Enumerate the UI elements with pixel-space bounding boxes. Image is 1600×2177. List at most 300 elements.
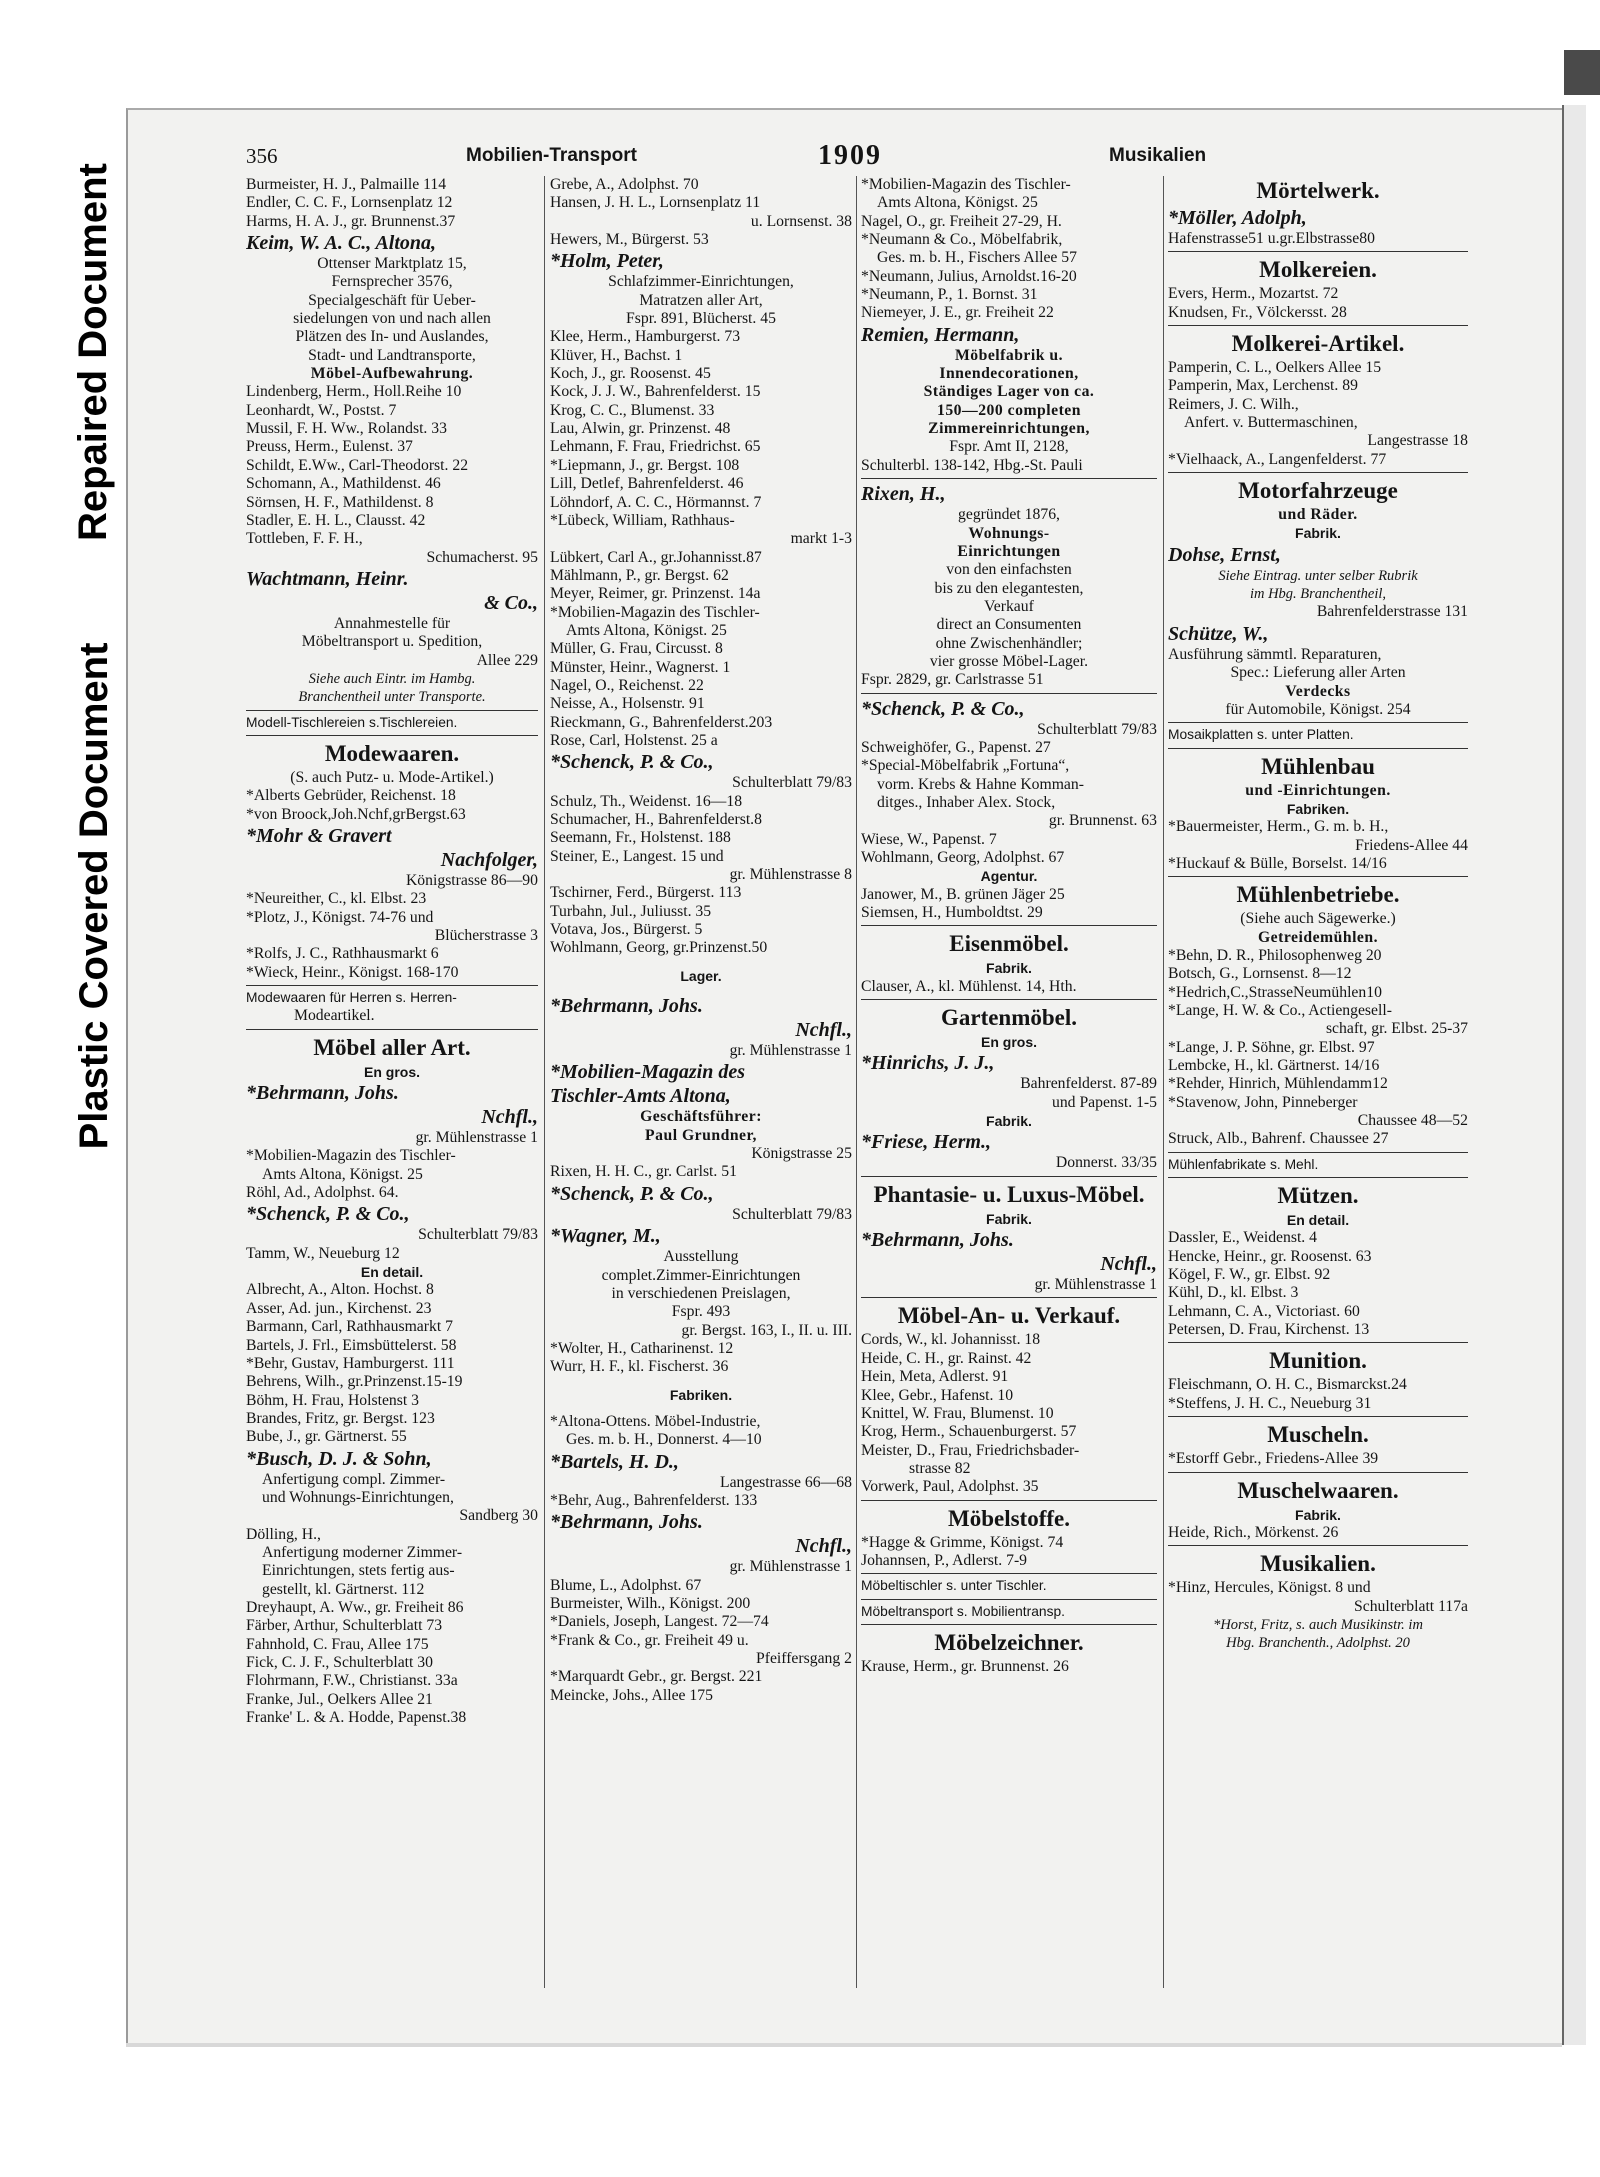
advert-text: Einrichtungen — [957, 542, 1061, 560]
featured-firm-name: *Behrmann, Johs. — [246, 1082, 399, 1105]
listing-entry: Franke' L. & A. Hodde, Papenst.38 — [246, 1709, 467, 1727]
listing-entry: Lehmann, F. Frau, Friedrichst. 65 — [550, 438, 761, 456]
advert-text: Getreidemühlen. — [1257, 928, 1379, 946]
featured-firm-name: Nchfl., — [795, 1019, 852, 1042]
listing-entry: Lau, Alwin, gr. Prinzenst. 48 — [550, 420, 731, 438]
right-running-head: Musikalien — [1109, 145, 1207, 166]
listing-entry: *Hagge & Grimme, Königst. 74 — [861, 1533, 1064, 1551]
section-heading: Musikalien. — [1260, 1551, 1376, 1577]
section-heading: Möbel-An- u. Verkauf. — [897, 1303, 1121, 1329]
section-rule — [1168, 1342, 1468, 1343]
featured-firm-name: Wachtmann, Heinr. — [246, 567, 409, 590]
year-heading: 1909 — [818, 140, 882, 171]
section-heading: Möbelstoffe. — [948, 1505, 1070, 1531]
subsection-heading: Fabrik. — [986, 1113, 1032, 1130]
listing-entry: Ausführung sämmtl. Reparaturen, — [1168, 645, 1382, 663]
section-heading: Molkereien. — [1259, 257, 1377, 283]
listing-detail: Fspr. Amt II, 2128, — [949, 438, 1069, 456]
section-rule — [246, 1029, 538, 1030]
listing-entry: *Alberts Gebrüder, Reichenst. 18 — [246, 787, 456, 805]
listing-continuation: Anfertigung moderner Zimmer- — [262, 1543, 463, 1561]
listing-detail: vier grosse Möbel-Lager. — [929, 652, 1089, 670]
featured-firm-name: Tischler-Amts Altona, — [550, 1085, 731, 1108]
listing-entry: Wurr, H. F., kl. Fischerst. 36 — [550, 1358, 729, 1376]
column-divider — [856, 176, 857, 1988]
featured-firm-name: *Hinrichs, J. J., — [861, 1052, 995, 1075]
listing-entry: Lembcke, H., kl. Gärtnerst. 14/16 — [1168, 1057, 1380, 1074]
featured-firm-name: & Co., — [484, 591, 538, 614]
subsection-heading: Fabrik. — [986, 1210, 1032, 1227]
listing-continuation: Modeartikel. — [294, 1007, 375, 1025]
listing-entry: Reimers, J. C. Wilh., — [1168, 395, 1299, 413]
listing-entry: Meincke, Johs., Allee 175 — [550, 1686, 713, 1704]
listing-entry: Struck, Alb., Bahrenf. Chaussee 27 — [1168, 1130, 1389, 1148]
listing-entry: Bube, J., gr. Gärtnerst. 55 — [246, 1428, 407, 1446]
listing-entry: Fick, C. J. F., Schulterblatt 30 — [246, 1654, 433, 1671]
listing-entry: Franke, Jul., Oelkers Allee 21 — [246, 1690, 433, 1708]
section-heading: Muschelwaaren. — [1237, 1477, 1399, 1503]
listing-continuation: Ges. m. b. H., Fischers Allee 57 — [877, 249, 1077, 267]
listing-entry: Krog, C. C., Blumenst. 33 — [550, 401, 715, 419]
listing-entry: *Neumann, P., 1. Bornst. 31 — [861, 286, 1038, 304]
page-edge — [1562, 105, 1586, 2045]
listing-entry: Cords, W., kl. Johannisst. 18 — [861, 1331, 1041, 1349]
listing-entry: *Mobilien-Magazin des Tischler- — [550, 603, 760, 621]
listing-entry: Krog, Herm., Schauenburgerst. 57 — [861, 1423, 1077, 1441]
spacer — [550, 1377, 852, 1386]
scan-corner-marker — [1564, 50, 1600, 95]
featured-firm-name: *Bartels, H. D., — [550, 1450, 679, 1473]
section-rule — [1168, 1472, 1468, 1473]
listing-detail: ohne Zwischenhändler; — [935, 634, 1083, 652]
featured-firm-name: *Mobilien-Magazin des — [550, 1061, 746, 1084]
featured-firm-name: Schütze, W., — [1168, 622, 1269, 645]
featured-firm-name: Keim, W. A. C., Altona, — [246, 232, 437, 255]
listing-detail: Matratzen aller Art, — [639, 291, 763, 309]
subsection-heading: En detail. — [360, 1264, 424, 1281]
listing-entry: Lindenberg, Herm., Holl.Reihe 10 — [246, 383, 462, 401]
listing-entry: Kögel, F. W., gr. Elbst. 92 — [1168, 1266, 1331, 1284]
listing-entry: Schulz, Th., Weidenst. 16—18 — [550, 792, 743, 810]
listing-address: Langestrasse 18 — [1367, 432, 1468, 450]
featured-firm-name: Remien, Hermann, — [861, 323, 1020, 346]
listing-entry: Asser, Ad. jun., Kirchenst. 23 — [246, 1299, 432, 1317]
section-rule — [1168, 251, 1468, 252]
advert-text: Verdecks — [1285, 682, 1351, 700]
listing-address: Pfeiffersgang 2 — [756, 1650, 852, 1667]
left-running-head: Mobilien-Transport — [466, 145, 637, 166]
listing-entry: Vorwerk, Paul, Adolphst. 35 — [861, 1478, 1039, 1496]
listing-detail: Specialgeschäft für Ueber- — [308, 291, 476, 309]
cross-reference: Mosaikplatten s. unter Platten. — [1168, 727, 1354, 743]
reference-note: Siehe Eintrag. unter selber Rubrik — [1218, 567, 1418, 584]
column-divider — [1163, 176, 1164, 1988]
listing-address: Allee 229 — [476, 651, 538, 669]
section-heading: Munition. — [1269, 1348, 1367, 1374]
listing-entry: *Estorff Gebr., Friedens-Allee 39 — [1168, 1450, 1379, 1468]
advert-text: und -Einrichtungen. — [1245, 781, 1391, 799]
listing-entry: Heide, Rich., Mörkenst. 26 — [1168, 1523, 1339, 1541]
plastic-covered-document-label: Plastic Covered Document — [72, 642, 116, 1150]
listing-continuation: ditges., Inhaber Alex. Stock, — [877, 793, 1056, 811]
listing-entry: *Lübeck, William, Rathhaus- — [550, 511, 735, 529]
listing-entry: *Lange, J. P. Söhne, gr. Elbst. 97 — [1168, 1038, 1375, 1056]
listing-continuation: Einrichtungen, stets fertig aus- — [262, 1562, 455, 1580]
listing-entry: Albrecht, A., Alton. Hochst. 8 — [246, 1281, 434, 1299]
listing-entry: Müller, G. Frau, Circusst. 8 — [550, 640, 723, 658]
listing-entry: Harms, H. A. J., gr. Brunnenst.37 — [246, 212, 456, 230]
section-rule — [1168, 876, 1468, 877]
listing-entry: Rixen, H. H. C., gr. Carlst. 51 — [550, 1163, 737, 1181]
listing-continuation: Ges. m. b. H., Donnerst. 4—10 — [566, 1431, 762, 1449]
listing-entry: Wohlmann, Georg, Adolphst. 67 — [861, 849, 1065, 866]
listing-detail: gegründet 1876, — [958, 506, 1060, 524]
page-header — [246, 140, 1207, 173]
listing-entry: *Behr, Gustav, Hamburgerst. 111 — [246, 1354, 455, 1372]
listing-detail: direct an Consumenten — [936, 616, 1082, 634]
reference-note: *Horst, Fritz, s. auch Musikinstr. im — [1213, 1616, 1423, 1633]
section-rule — [1168, 748, 1468, 749]
listing-detail: Annahmestelle für — [333, 614, 451, 632]
section-rule — [1168, 325, 1468, 326]
section-rule — [861, 1624, 1157, 1625]
featured-firm-name: *Behrmann, Johs. — [550, 995, 703, 1018]
listing-entry: Rose, Carl, Holstenst. 25 a — [550, 731, 718, 749]
featured-firm-name: *Mohr & Gravert — [246, 824, 392, 847]
featured-firm-name: *Busch, D. J. & Sohn, — [246, 1447, 432, 1470]
listing-entry: Fspr. 2829, gr. Carlstrasse 51 — [861, 671, 1044, 689]
section-rule — [861, 478, 1157, 479]
listing-continuation: Anfert. v. Buttermaschinen, — [1184, 414, 1358, 432]
listing-address: gr. Mühlenstrasse 1 — [1034, 1276, 1157, 1294]
cross-reference: Mühlenfabrikate s. Mehl. — [1168, 1156, 1319, 1172]
section-rule — [861, 1176, 1157, 1177]
listing-entry: *Rolfs, J. C., Rathhausmarkt 6 — [246, 945, 439, 963]
listing-entry: Neisse, A., Holsenstr. 91 — [550, 695, 705, 713]
listing-entry: Bartels, J. Frl., Eimsbüttelerst. 58 — [246, 1336, 457, 1354]
listing-continuation: Anfertigung compl. Zimmer- — [262, 1470, 446, 1488]
listing-continuation: gestellt, kl. Gärtnerst. 112 — [262, 1580, 425, 1598]
listing-entry: Krause, Herm., gr. Brunnenst. 26 — [861, 1657, 1069, 1675]
listing-entry: Koch, J., gr. Roosenst. 45 — [550, 365, 711, 383]
advert-text: Paul Grundner, — [645, 1126, 757, 1144]
listing-detail: bis zu den elegantesten, — [934, 579, 1084, 597]
listing-entry: *Lange, H. W. & Co., Actiengesell- — [1168, 1001, 1392, 1019]
cross-reference: Möbeltransport s. Mobilientransp. — [861, 1603, 1065, 1619]
section-rule — [861, 1297, 1157, 1298]
featured-firm-name: Nchfl., — [795, 1535, 852, 1558]
listing-entry: Wohlmann, Georg, gr.Prinzenst.50 — [550, 939, 768, 957]
cross-reference: Modewaaren für Herren s. Herren- — [246, 990, 457, 1006]
featured-firm-name: *Holm, Peter, — [550, 250, 664, 273]
advert-text: Zimmereinrichtungen, — [928, 420, 1090, 438]
listing-detail: Fspr. 891, Blücherst. 45 — [626, 310, 776, 328]
listing-entry: Clauser, A., kl. Mühlenst. 14, Hth. — [861, 977, 1077, 995]
listing-entry: Schildt, E.Ww., Carl-Theodorst. 22 — [246, 456, 469, 474]
listing-detail: Schlafzimmer-Einrichtungen, — [608, 273, 794, 291]
listing-entry: Hein, Meta, Adlerst. 91 — [861, 1368, 1009, 1386]
listing-entry: *Daniels, Joseph, Langest. 72—74 — [550, 1613, 769, 1631]
listing-address: gr. Brunnenst. 63 — [1048, 812, 1157, 830]
subsection-heading: Fabrik. — [1295, 525, 1341, 542]
advert-text: Wohnungs- — [968, 524, 1050, 542]
listing-detail: in verschiedenen Preislagen, — [611, 1284, 791, 1302]
listing-address: gr. Mühlenstrasse 1 — [415, 1129, 538, 1147]
featured-firm-name: Dohse, Ernst, — [1168, 543, 1281, 566]
listing-entry: Löhndorf, A. C. C., Hörmannst. 7 — [550, 493, 762, 511]
section-heading: Gartenmöbel. — [940, 1005, 1078, 1031]
listing-entry: Barmann, Carl, Rathhausmarkt 7 — [246, 1318, 453, 1336]
listing-entry: Botsch, G., Lornsenst. 8—12 — [1168, 965, 1352, 983]
listing-entry: Schomann, A., Mathildenst. 46 — [246, 475, 441, 493]
section-heading: Eisenmöbel. — [949, 931, 1069, 957]
listing-entry: *Huckauf & Bülle, Borselst. 14/16 — [1168, 854, 1387, 872]
listing-continuation: vorm. Krebs & Hahne Komman- — [877, 775, 1084, 793]
featured-firm-name: Nchfl., — [1100, 1253, 1157, 1276]
listing-detail: Möbeltransport u. Spedition, — [301, 633, 483, 651]
listing-entry: Tamm, W., Neueburg 12 — [246, 1244, 400, 1262]
featured-firm-name: *Möller, Adolph, — [1168, 207, 1307, 229]
listing-entry: Sörnsen, H. F., Mathildenst. 8 — [246, 493, 434, 511]
listing-entry: *Special-Möbelfabrik „Fortuna“, — [861, 757, 1070, 775]
listing-detail: Stadt- und Landtransporte, — [308, 346, 476, 364]
listing-entry: *Plotz, J., Königst. 74-76 und — [246, 908, 434, 926]
advert-text: Ständiges Lager von ca. — [923, 383, 1095, 401]
listing-entry: Leonhardt, W., Postst. 7 — [246, 401, 397, 419]
listing-address: Schulterblatt 79/83 — [418, 1226, 538, 1244]
listing-entry: Pamperin, Max, Lerchenst. 89 — [1168, 377, 1358, 395]
listing-entry: Dölling, H., — [246, 1525, 321, 1543]
section-heading: Möbel aller Art. — [313, 1034, 471, 1060]
listing-detail: Ottenser Marktplatz 15, — [317, 255, 467, 273]
listing-entry: Burmeister, H. J., Palmaille 114 — [246, 176, 447, 193]
listing-entry: *Neumann, Julius, Arnoldst.16-20 — [861, 267, 1077, 285]
featured-firm-name: *Schenck, P. & Co., — [861, 697, 1025, 720]
listing-entry: Grebe, A., Adolphst. 70 — [550, 176, 699, 193]
listing-entry: Tschirner, Ferd., Bürgerst. 113 — [550, 884, 742, 902]
advert-text: Möbel-Aufbewahrung. — [310, 365, 474, 383]
listing-detail: complet.Zimmer-Einrichtungen — [601, 1266, 801, 1284]
cross-reference: Möbeltischler s. unter Tischler. — [861, 1578, 1047, 1594]
listing-entry: Dreyhaupt, A. Ww., gr. Freiheit 86 — [246, 1598, 464, 1616]
reference-note: Hbg. Branchenth., Adolphst. 20 — [1226, 1635, 1410, 1652]
listing-detail: Fspr. 493 — [671, 1303, 731, 1321]
listing-continuation: Amts Altona, Königst. 25 — [262, 1165, 423, 1183]
advert-text: und Räder. — [1278, 506, 1358, 524]
listing-address: Langestrasse 66—68 — [719, 1473, 852, 1491]
listing-entry: Fleischmann, O. H. C., Bismarckst.24 — [1168, 1376, 1407, 1394]
listing-entry: Lehmann, C. A., Victoriast. 60 — [1168, 1302, 1360, 1320]
section-heading: Mühlenbetriebe. — [1236, 882, 1400, 908]
listing-entry: Dassler, E., Weidenst. 4 — [1168, 1229, 1317, 1247]
listing-entry: Burmeister, Wilh., Königst. 200 — [550, 1594, 751, 1612]
subsection-heading: Fabriken. — [669, 1386, 733, 1403]
listing-entry: Behrens, Wilh., gr.Prinzenst.15-19 — [246, 1373, 463, 1391]
listing-entry: Turbahn, Jul., Juliusst. 35 — [550, 902, 712, 920]
cross-reference: Modell-Tischlereien s.Tischlereien. — [246, 714, 458, 730]
section-heading: Modewaaren. — [324, 740, 460, 766]
listing-entry: *von Broock,Joh.Nchf,grBergst.63 — [246, 805, 466, 823]
listing-entry: Seemann, Fr., Holstenst. 188 — [550, 829, 731, 847]
listing-detail: von den einfachsten — [946, 561, 1072, 579]
listing-address: Königstrasse 86—90 — [405, 871, 538, 889]
section-heading: Mühlenbau — [1261, 753, 1375, 779]
section-rule — [1168, 472, 1468, 473]
listing-address: und Papenst. 1-5 — [1051, 1093, 1157, 1111]
listing-entry: Heide, C. H., gr. Rainst. 42 — [861, 1349, 1032, 1367]
listing-entry: Steiner, E., Langest. 15 und — [550, 847, 724, 865]
featured-firm-name: Rixen, H., — [861, 483, 946, 506]
advert-text: Innendecorationen, — [939, 365, 1079, 383]
listing-entry: Knudsen, Fr., Völckersst. 28 — [1168, 303, 1347, 321]
listing-entry: Janower, M., B. grünen Jäger 25 — [861, 885, 1065, 903]
listing-entry: Böhm, H. Frau, Holstenst 3 — [246, 1391, 419, 1409]
section-rule — [246, 985, 538, 986]
listing-address: Schulterblatt 79/83 — [732, 1205, 852, 1223]
listing-address: Schulterblatt 79/83 — [1037, 720, 1157, 738]
section-rule — [861, 1573, 1157, 1574]
listing-entry: Siemsen, H., Humboldtst. 29 — [861, 904, 1043, 922]
section-heading: Mörtelwerk. — [1256, 178, 1380, 203]
section-rule — [1168, 722, 1468, 723]
subsection-heading: Fabrik. — [986, 960, 1032, 977]
listing-detail: Fernsprecher 3576, — [331, 273, 453, 291]
listing-entry: Flohrmann, F.W., Christianst. 33a — [246, 1672, 458, 1690]
section-rule — [1168, 1177, 1468, 1178]
featured-firm-name: *Wagner, M., — [550, 1225, 661, 1248]
listing-entry: Klee, Herm., Hamburgerst. 73 — [550, 328, 741, 346]
spacer — [550, 1404, 852, 1413]
listing-entry: Hansen, J. H. L., Lornsenplatz 11 — [550, 194, 761, 212]
listing-address: Blücherstrasse 3 — [434, 927, 538, 944]
listing-entry: Blume, L., Adolphst. 67 — [550, 1576, 702, 1594]
listing-address: schaft, gr. Elbst. 25-37 — [1325, 1020, 1468, 1038]
listing-detail: Plätzen des In- und Auslandes, — [295, 328, 489, 346]
listing-entry: Votava, Jos., Bürgerst. 5 — [550, 921, 703, 939]
listing-entry: Mussil, F. H. Ww., Rolandst. 33 — [246, 420, 447, 438]
listing-entry: *Neumann & Co., Möbelfabrik, — [861, 231, 1063, 249]
listing-address: gr. Mühlenstrasse 8 — [729, 866, 852, 884]
listing-entry: Pamperin, C. L., Oelkers Allee 15 — [1168, 359, 1382, 377]
listing-address: Bahrenfelderst. 87-89 — [1020, 1075, 1157, 1093]
featured-firm-name: *Schenck, P. & Co., — [246, 1203, 410, 1226]
spacer — [550, 958, 852, 967]
listing-address: Chaussee 48—52 — [1357, 1112, 1468, 1130]
listing-entry: Färber, Arthur, Schulterblatt 73 — [246, 1617, 443, 1635]
listing-detail: Verkauf — [984, 597, 1034, 615]
featured-firm-name: *Behrmann, Johs. — [861, 1229, 1014, 1252]
listing-entry: *Behr, Aug., Bahrenfelderst. 133 — [550, 1491, 758, 1509]
side-annotation-strip — [44, 122, 140, 1262]
listing-entry: Meister, D., Frau, Friedrichsbader- — [861, 1441, 1080, 1459]
section-heading: Molkerei-Artikel. — [1231, 331, 1405, 357]
listing-entry: Rieckmann, G., Bahrenfelderst.203 — [550, 713, 773, 731]
reference-note: Branchentheil unter Transporte. — [298, 689, 486, 706]
advert-text: Möbelfabrik u. — [954, 346, 1064, 364]
listing-entry: Endler, C. C. F., Lornsenplatz 12 — [246, 194, 453, 212]
listing-entry: Preuss, Herm., Eulenst. 37 — [246, 438, 413, 456]
listing-continuation: Amts Altona, Königst. 25 — [566, 621, 727, 639]
listing-entry: Hafenstrasse51 u.gr.Elbstrasse80 — [1168, 230, 1375, 247]
listing-address: Donnerst. 33/35 — [1055, 1154, 1157, 1172]
subsection-heading: Fabrik. — [1295, 1506, 1341, 1523]
section-heading: Phantasie- u. Luxus-Möbel. — [873, 1181, 1145, 1207]
section-rule — [861, 1599, 1157, 1600]
listing-entry: Brandes, Fritz, gr. Bergst. 123 — [246, 1409, 435, 1427]
listing-address: gr. Mühlenstrasse 1 — [729, 1042, 852, 1060]
listing-entry: Mählmann, P., gr. Bergst. 62 — [550, 566, 729, 584]
page-number: 356 — [246, 144, 278, 168]
section-heading: Möbelzeichner. — [934, 1629, 1084, 1655]
subsection-heading: En detail. — [1286, 1212, 1350, 1229]
subsection-heading: En gros. — [363, 1063, 420, 1080]
listing-address: gr. Mühlenstrasse 1 — [729, 1558, 852, 1576]
featured-firm-name: *Friese, Herm., — [861, 1131, 991, 1154]
listing-entry: *Mobilien-Magazin des Tischler- — [246, 1147, 456, 1165]
listing-entry: *Rehder, Hinrich, Mühlendamm12 — [1168, 1075, 1388, 1093]
listing-entry: *Hedrich,C.,StrasseNeumühlen10 — [1168, 983, 1382, 1001]
featured-firm-name: *Schenck, P. & Co., — [550, 1182, 714, 1205]
listing-continuation: Amts Altona, Königst. 25 — [877, 194, 1038, 212]
listing-detail: Ausstellung — [663, 1248, 739, 1266]
listing-entry: *Neureither, C., kl. Elbst. 23 — [246, 890, 427, 908]
featured-firm-name: Nchfl., — [481, 1106, 538, 1129]
listing-entry: Kühl, D., kl. Elbst. 3 — [1168, 1284, 1299, 1302]
section-heading: Muscheln. — [1267, 1422, 1369, 1448]
listing-entry: Meyer, Reimer, gr. Prinzenst. 14a — [550, 585, 761, 603]
listing-address: Schumacherst. 95 — [426, 548, 538, 566]
section-rule — [861, 693, 1157, 694]
section-heading: Motorfahrzeuge — [1238, 478, 1398, 504]
listing-continuation: und Wohnungs-Einrichtungen, — [262, 1488, 454, 1506]
listing-entry: Stadler, E. H. L., Clausst. 42 — [246, 511, 426, 529]
subsection-heading: Lager. — [680, 967, 722, 984]
listing-entry: Nagel, O., Reichenst. 22 — [550, 676, 704, 694]
subsection-heading: Agentur. — [980, 868, 1038, 885]
listing-entry: Hencke, Heinr., gr. Roosenst. 63 — [1168, 1247, 1372, 1265]
section-heading: Mützen. — [1277, 1183, 1359, 1209]
listing-entry: Tottleben, F. F. H., — [246, 530, 363, 548]
listing-entry: *Altona-Ottens. Möbel-Industrie, — [550, 1412, 761, 1430]
listing-entry: *Liepmann, J., gr. Bergst. 108 — [550, 456, 740, 474]
listing-address: markt 1-3 — [790, 530, 852, 548]
listing-detail: für Automobile, Königst. 254 — [1225, 700, 1411, 718]
subsection-heading: En gros. — [980, 1034, 1037, 1051]
featured-firm-name: *Schenck, P. & Co., — [550, 751, 714, 774]
listing-address: gr. Bergst. 163, I., II. u. III. — [681, 1321, 852, 1339]
listing-address: u. Lornsenst. 38 — [750, 212, 852, 230]
listing-detail: siedelungen von und nach allen — [293, 310, 491, 328]
listing-address: Königstrasse 25 — [751, 1145, 852, 1163]
listing-entry: *Marquardt Gebr., gr. Bergst. 221 — [550, 1668, 763, 1686]
listing-address: Schulterblatt 79/83 — [732, 774, 852, 792]
section-rule — [861, 1500, 1157, 1501]
listing-entry: Röhl, Ad., Adolphst. 64. — [246, 1184, 399, 1202]
listing-entry: Klee, Gebr., Hafenst. 10 — [861, 1386, 1014, 1404]
section-rule — [246, 710, 538, 711]
column-divider — [544, 176, 545, 1988]
listing-entry: *Bauermeister, Herm., G. m. b. H., — [1168, 818, 1389, 836]
section-rule — [1168, 1545, 1468, 1546]
listing-entry: Nagel, O., gr. Freiheit 27-29, H. — [861, 212, 1062, 230]
directory-column-3 — [861, 176, 1157, 1988]
listing-entry: *Wolter, H., Catharinenst. 12 — [550, 1339, 734, 1357]
repaired-document-label: Repaired Document — [71, 163, 115, 541]
spacer — [550, 985, 852, 994]
directory-column-2 — [550, 176, 852, 1988]
listing-entry: Fahnhold, C. Frau, Allee 175 — [246, 1635, 429, 1653]
advert-text: 150—200 completen — [936, 401, 1081, 419]
